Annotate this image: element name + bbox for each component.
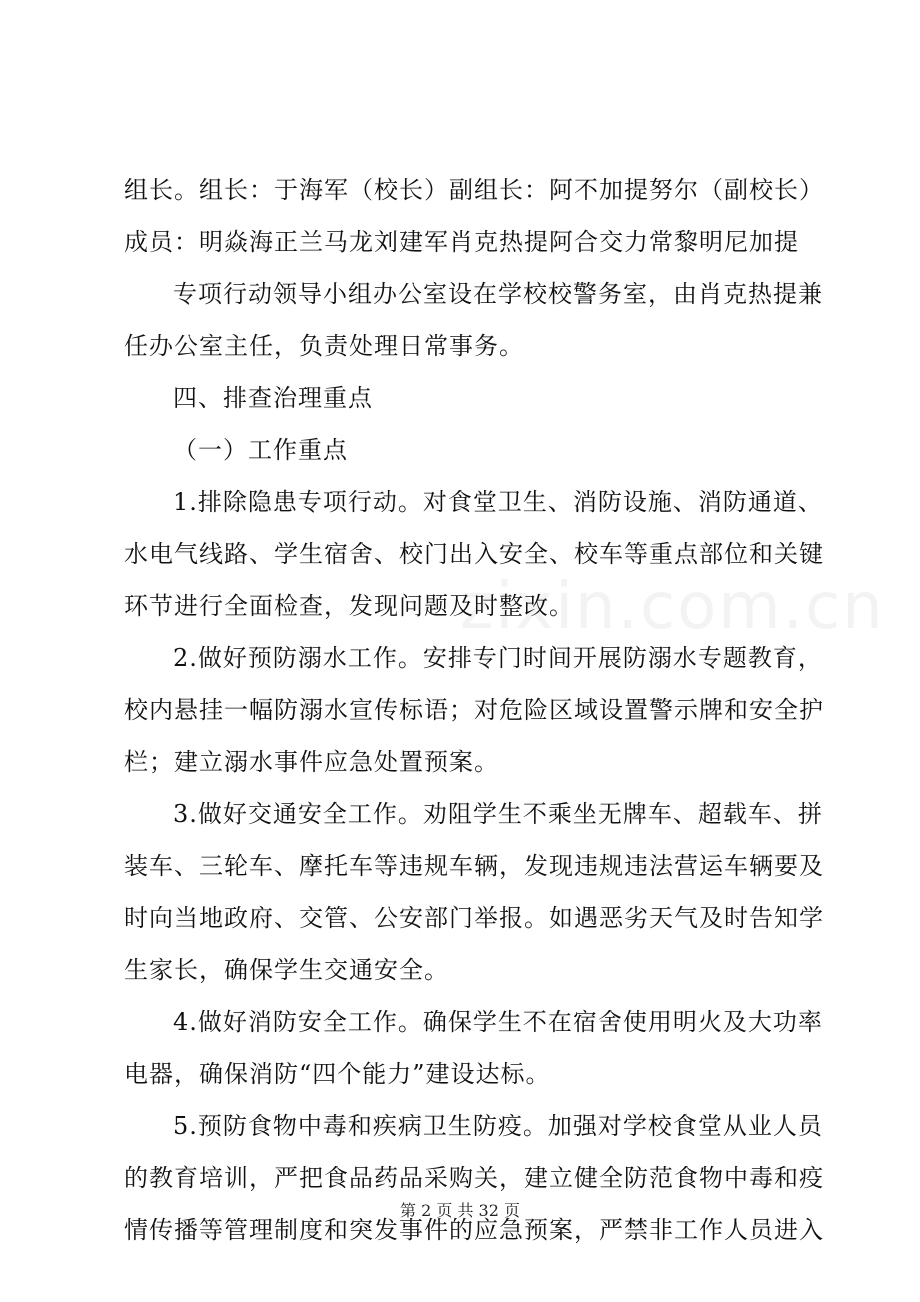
text-line: 栏；建立溺水事件应急处置预案。 — [124, 748, 499, 776]
subsection-heading: （一）工作重点 — [173, 436, 348, 464]
text-line: 2.做好预防溺水工作。安排专门时间开展防溺水专题教育， — [173, 644, 823, 672]
watermark: zixin.com.cn — [460, 570, 885, 644]
text-line: 时向当地政府、交管、公安部门举报。如遇恶劣天气及时告知学 — [124, 904, 824, 932]
text-line: 环节进行全面检查，发现问题及时整改。 — [124, 592, 574, 620]
document-body — [124, 164, 824, 1256]
page-number-footer: 第 2 页 共 32 页 — [400, 1201, 520, 1220]
text-line: 水电气线路、学生宿舍、校门出入安全、校车等重点部位和关键 — [124, 540, 824, 568]
text-line: 任办公室主任，负责处理日常事务。 — [124, 332, 524, 360]
text-line: 组长。组长：于海军（校长）副组长：阿不加提努尔（副校长） — [124, 176, 824, 204]
text-line: 专项行动领导小组办公室设在学校校警务室，由肖克热提兼 — [173, 280, 823, 308]
text-line: 1.排除隐患专项行动。对食堂卫生、消防设施、消防通道、 — [173, 488, 823, 516]
section-heading: 四、排查治理重点 — [173, 384, 373, 412]
text-line: 的教育培训，严把食品药品采购关，建立健全防范食物中毒和疫 — [124, 1164, 824, 1192]
text-line: 装车、三轮车、摩托车等违规车辆，发现违规违法营运车辆要及 — [124, 852, 824, 880]
text-line: 成员：明焱海正兰马龙刘建军肖克热提阿合交力常黎明尼加提 — [124, 228, 799, 256]
text-line: 生家长，确保学生交通安全。 — [124, 956, 449, 984]
text-line: 电器，确保消防“四个能力”建设达标。 — [124, 1060, 551, 1088]
text-line: 校内悬挂一幅防溺水宣传标语；对危险区域设置警示牌和安全护 — [124, 696, 824, 724]
text-line: 情传播等管理制度和突发事件的应急预案，严禁非工作人员进入 — [124, 1216, 824, 1244]
text-line: 4.做好消防安全工作。确保学生不在宿舍使用明火及大功率 — [173, 1008, 823, 1036]
text-line: 3.做好交通安全工作。劝阻学生不乘坐无牌车、超载车、拼 — [173, 800, 823, 828]
text-line: 5.预防食物中毒和疾病卫生防疫。加强对学校食堂从业人员 — [173, 1112, 823, 1140]
